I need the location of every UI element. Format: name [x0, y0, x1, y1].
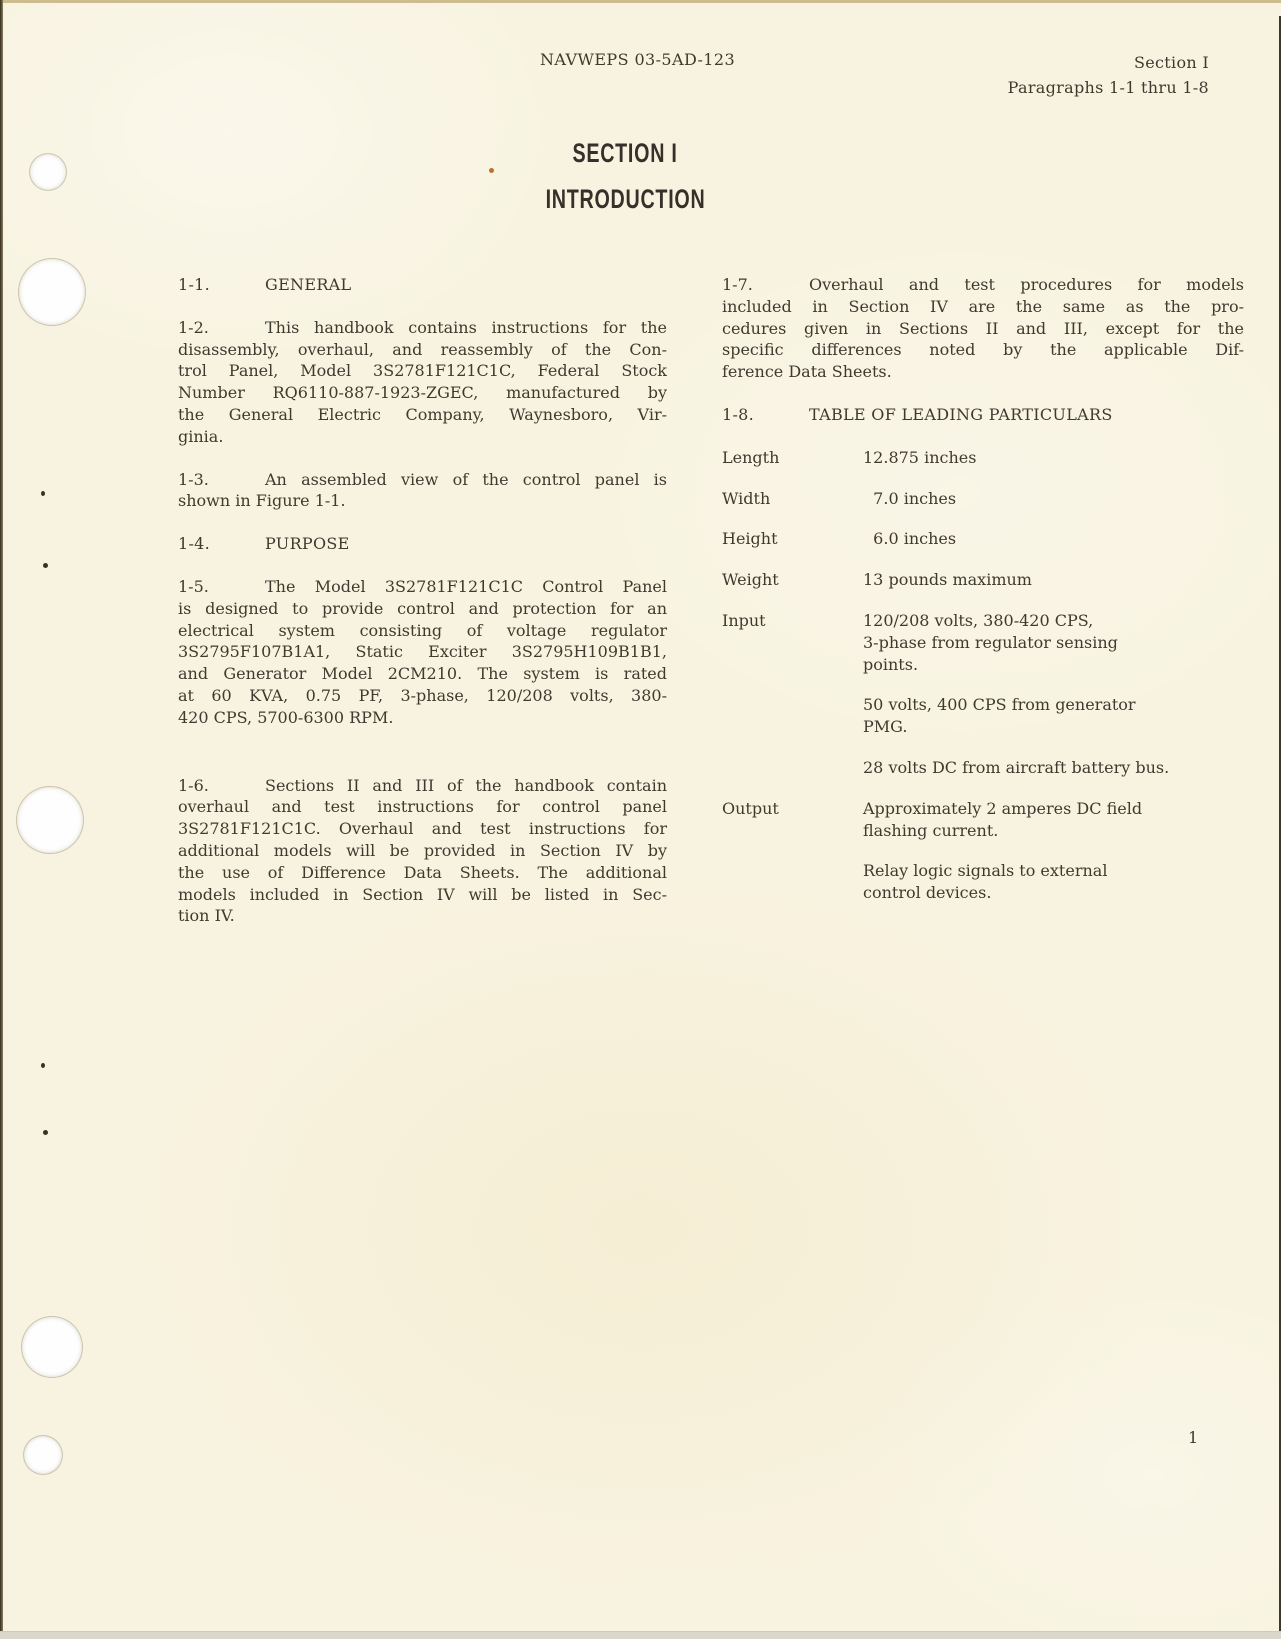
- paragraph: [178, 775, 667, 928]
- punch-hole: [24, 1436, 62, 1474]
- heading-text: TABLE OF LEADING PARTICULARS: [809, 404, 1113, 424]
- particulars-row: [722, 798, 1244, 842]
- paragraph-line: the use of Difference Data Sheets. The additional: [178, 862, 667, 882]
- scan-edge-left: [0, 0, 3, 1639]
- paragraph-line: overhaul and test instructions for control panel: [178, 797, 667, 817]
- value-line: 13 pounds maximum: [863, 570, 1032, 590]
- paragraph-line: 3S2795F107B1A1, Static Exciter 3S2795H109B1B1,: [178, 642, 667, 662]
- particular-value: [863, 757, 1244, 779]
- paragraph-line: and Generator Model 2CM210. The system is rated: [178, 664, 667, 684]
- value-line: 50 volts, 400 CPS from generator: [863, 695, 1136, 715]
- value-line: control devices.: [863, 883, 992, 903]
- ink-speck: [43, 563, 48, 568]
- particular-term: Width: [722, 488, 771, 508]
- particular-value: [863, 798, 1244, 842]
- particular-term: Input: [722, 610, 766, 630]
- paragraph-number: 1-7.: [722, 275, 753, 294]
- paragraph-line: ference Data Sheets.: [722, 362, 892, 382]
- heading-text: GENERAL: [265, 275, 352, 294]
- value-line: Approximately 2 amperes DC field: [863, 798, 1143, 818]
- paragraph-line: tion IV.: [178, 906, 235, 926]
- section-title: [0, 138, 1250, 214]
- paragraph: [178, 576, 667, 729]
- scan-edge-bottom: [0, 1631, 1281, 1639]
- particulars-row: [722, 569, 1244, 591]
- particular-term: [722, 860, 863, 904]
- paragraph: [722, 274, 1244, 383]
- value-line: PMG.: [863, 717, 908, 737]
- paragraph-line: additional models will be provided in Section IV by: [178, 840, 667, 860]
- particular-value: [863, 860, 1244, 904]
- particulars-row: [722, 757, 1244, 779]
- paragraph-line: An assembled view of the control panel is: [265, 469, 667, 489]
- value-line: 3-phase from regulator sensing: [863, 632, 1118, 652]
- paragraph-line: shown in Figure 1-1.: [178, 491, 346, 511]
- particular-value: [863, 447, 1244, 469]
- particular-value: [863, 528, 1244, 550]
- paragraph-line: electrical system consisting of voltage regulator: [178, 620, 667, 640]
- particular-value: [863, 610, 1244, 675]
- value-line: 120/208 volts, 380-420 CPS,: [863, 610, 1094, 630]
- paragraph-number: 1-5.: [178, 576, 209, 596]
- ink-speck: [41, 1063, 45, 1068]
- paragraph-line: included in Section IV are the same as the pro-: [722, 296, 1244, 316]
- particular-term: Weight: [722, 570, 779, 590]
- paragraph-line: 420 CPS, 5700-6300 RPM.: [178, 707, 394, 727]
- left-column: [178, 274, 667, 948]
- page-number: 1: [1188, 1428, 1199, 1447]
- particulars-row: [722, 694, 1244, 738]
- right-column: [722, 274, 1244, 923]
- paragraph-line: is designed to provide control and protection for an: [178, 598, 667, 618]
- section-title-line2: INTRODUCTION: [545, 184, 705, 214]
- punch-hole: [17, 787, 83, 853]
- particulars-row: [722, 610, 1244, 675]
- paragraph-line: cedures given in Sections II and III, except for the: [722, 318, 1244, 338]
- paragraph-line: specific differences noted by the applicable Dif-: [722, 340, 1244, 360]
- particular-term: [722, 694, 863, 738]
- paragraph-line: Number RQ6110-887-1923-ZGEC, manufactured by: [178, 383, 667, 403]
- value-line: points.: [863, 654, 919, 674]
- paragraph: [178, 317, 667, 448]
- section-title-line1: SECTION I: [572, 138, 678, 168]
- paragraph-line: 3S2781F121C1C. Overhaul and test instructions for: [178, 819, 667, 839]
- ink-speck: [41, 491, 45, 496]
- paragraph-number: 1-6.: [178, 775, 209, 795]
- paragraph-number: 1-1.: [178, 275, 211, 294]
- paragraph-heading: [178, 533, 667, 555]
- paragraph-line: Sections II and III of the handbook contain: [265, 775, 667, 795]
- paragraph-line: trol Panel, Model 3S2781F121C1C, Federal Stock: [178, 361, 667, 381]
- particular-term: Length: [722, 447, 780, 467]
- paragraph-line: This handbook contains instructions for the: [265, 317, 667, 337]
- value-line: 12.875 inches: [863, 447, 977, 467]
- paragraph-line: the General Electric Company, Waynesboro, Vir-: [178, 404, 667, 424]
- paragraph-line: disassembly, overhaul, and reassembly of the Con-: [178, 339, 667, 359]
- paragraph-line: models included in Section IV will be listed in Sec-: [178, 884, 667, 904]
- paragraph-number: 1-4.: [178, 534, 211, 554]
- paragraph-heading: [178, 274, 667, 296]
- paragraph-line: at 60 KVA, 0.75 PF, 3-phase, 120/208 volts, 380-: [178, 685, 667, 705]
- value-line: 7.0 inches: [863, 488, 957, 508]
- header-section: Section I: [1134, 53, 1209, 72]
- paragraph-number: 1-3.: [178, 469, 209, 489]
- punch-hole: [19, 259, 85, 325]
- value-line: 6.0 inches: [863, 529, 957, 549]
- header-right: [1008, 50, 1209, 100]
- paragraph-number: 1-8.: [722, 404, 755, 424]
- particular-value: [863, 488, 1244, 510]
- particular-value: [863, 569, 1244, 591]
- heading-text: PURPOSE: [265, 534, 350, 554]
- paragraph-line: ginia.: [178, 426, 224, 446]
- particular-term: Height: [722, 529, 778, 549]
- scan-edge-top: [0, 0, 1281, 3]
- value-line: Relay logic signals to external: [863, 861, 1108, 881]
- paragraph-line: The Model 3S2781F121C1C Control Panel: [265, 576, 667, 596]
- punch-hole: [22, 1317, 82, 1377]
- particulars-row: [722, 488, 1244, 510]
- paragraph-number: 1-2.: [178, 317, 209, 337]
- doc-number: NAVWEPS 03-5AD-123: [540, 50, 736, 69]
- ink-speck: [43, 1130, 48, 1135]
- paragraph-line: Overhaul and test procedures for models: [809, 275, 1244, 294]
- value-line: 28 volts DC from aircraft battery bus.: [863, 757, 1170, 777]
- particulars-row: [722, 528, 1244, 550]
- value-line: flashing current.: [863, 820, 999, 840]
- particular-term: [722, 757, 863, 779]
- header-paragraphs-range: Paragraphs 1-1 thru 1-8: [1007, 78, 1209, 97]
- particulars-row: [722, 860, 1244, 904]
- paragraph-heading: [722, 404, 1244, 426]
- particular-value: [863, 694, 1244, 738]
- particular-term: Output: [722, 798, 779, 818]
- paragraph: [178, 469, 667, 513]
- particulars-row: [722, 447, 1244, 469]
